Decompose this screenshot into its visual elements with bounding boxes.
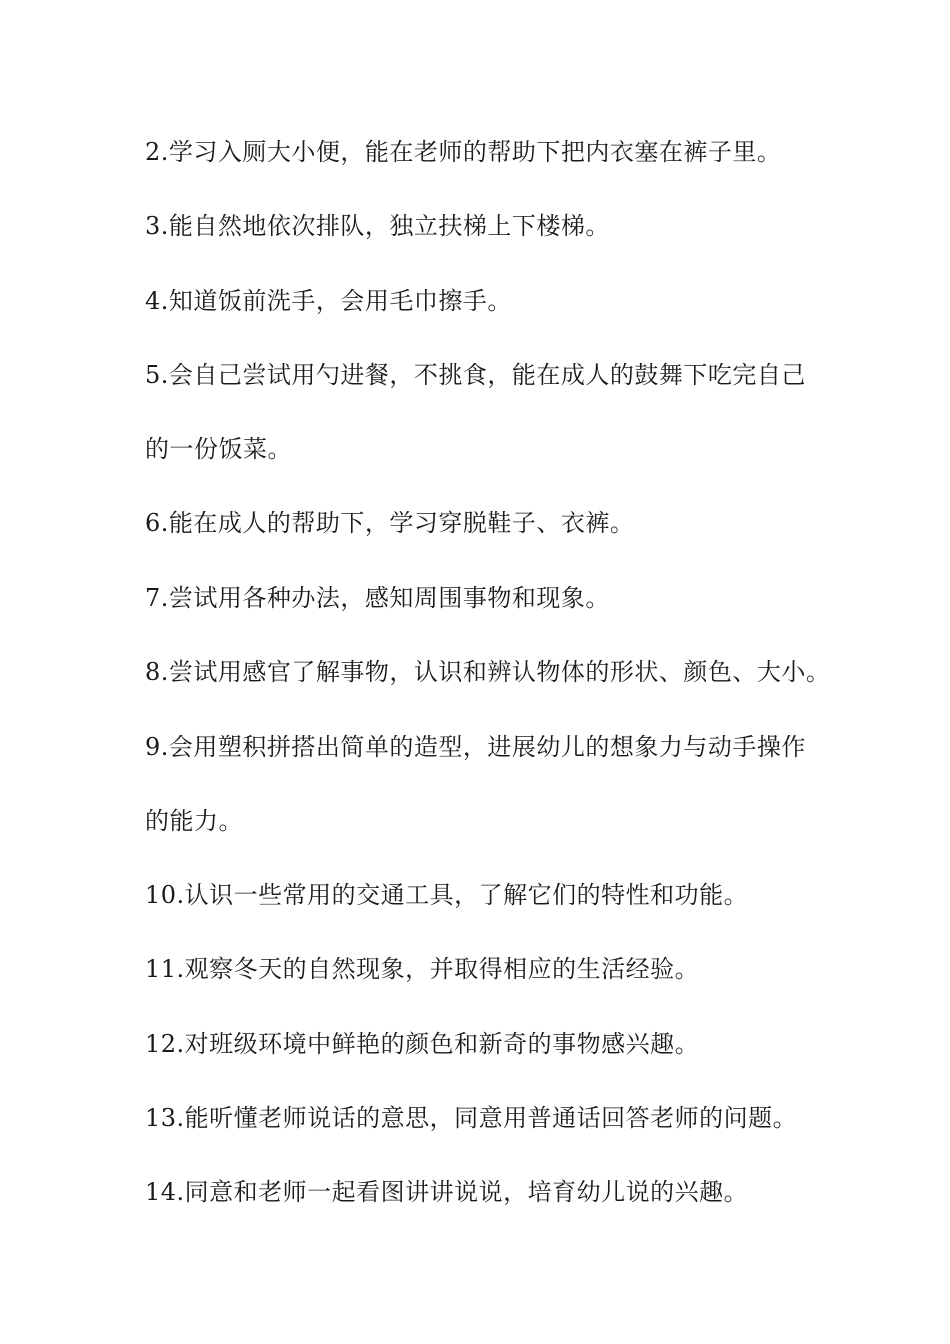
text-line-item-9: 9.会用塑积拼搭出简单的造型，进展幼儿的想象力与动手操作 [145,733,806,761]
text-line-item-9-continued: 的能力。 [145,807,243,835]
text-line-item-12: 12.对班级环境中鲜艳的颜色和新奇的事物感兴趣。 [145,1030,700,1058]
text-line-item-4: 4.知道饭前洗手，会用毛巾擦手。 [145,287,512,315]
text-line-item-13: 13.能听懂老师说话的意思，同意用普通话回答老师的问题。 [145,1104,798,1132]
text-line-item-10: 10.认识一些常用的交通工具，了解它们的特性和功能。 [145,881,749,909]
text-line-item-14: 14.同意和老师一起看图讲讲说说，培育幼儿说的兴趣。 [145,1178,749,1206]
text-line-item-2: 2.学习入厕大小便，能在老师的帮助下把内衣塞在裤子里。 [145,138,782,166]
text-line-item-7: 7.尝试用各种办法，感知周围事物和现象。 [145,584,610,612]
text-line-item-11: 11.观察冬天的自然现象，并取得相应的生活经验。 [145,955,700,983]
text-line-item-8: 8.尝试用感官了解事物，认识和辨认物体的形状、颜色、大小。 [145,658,831,686]
text-line-item-5-continued: 的一份饭菜。 [145,435,292,463]
text-line-item-3: 3.能自然地依次排队，独立扶梯上下楼梯。 [145,212,610,240]
text-line-item-5: 5.会自己尝试用勺进餐，不挑食，能在成人的鼓舞下吃完自己 [145,361,806,389]
text-line-item-6: 6.能在成人的帮助下，学习穿脱鞋子、衣裤。 [145,509,635,537]
